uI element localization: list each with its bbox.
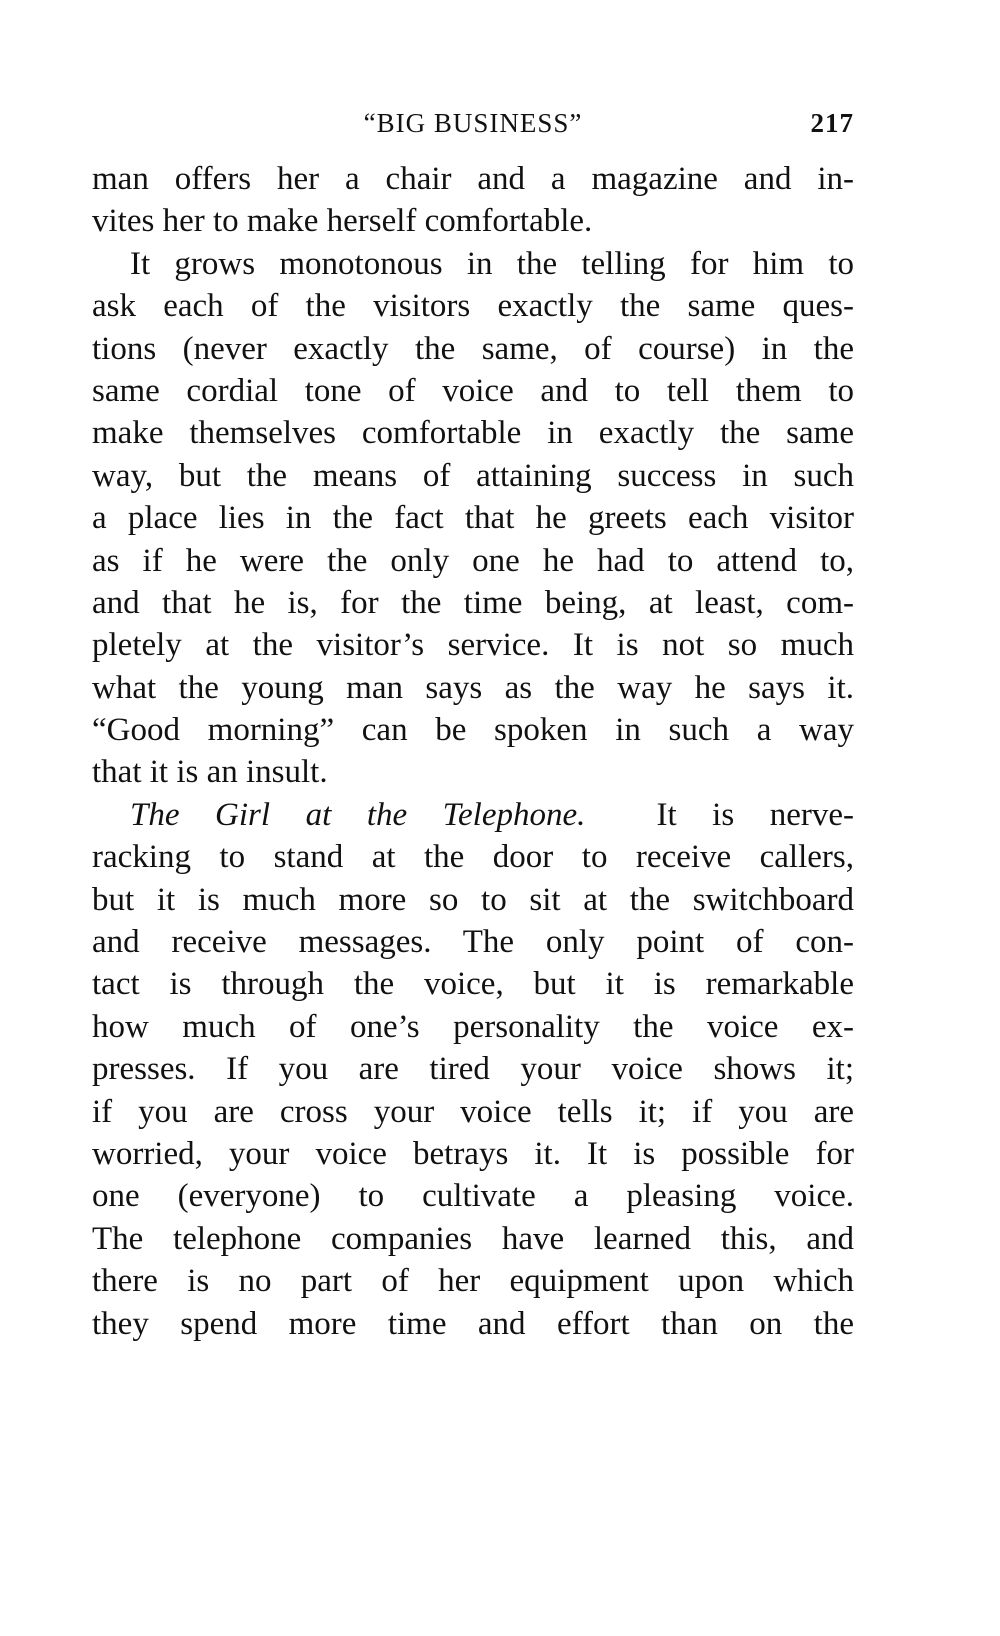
text-line: a place lies in the fact that he greets each visitor	[92, 500, 854, 537]
text-line: presses. If you are tired your voice shows it;	[92, 1051, 854, 1088]
text-line: same cordial tone of voice and to tell them to	[92, 372, 854, 409]
text-line: worried, your voice betrays it. It is possible for	[92, 1135, 854, 1172]
text-line: and that he is, for the time being, at least, com-	[92, 584, 854, 621]
text-line: and receive messages. The only point of con-	[92, 924, 854, 961]
text-line: that it is an insult.	[92, 754, 328, 791]
text-line: tact is through the voice, but it is remarkable	[92, 966, 854, 1003]
running-title: “BIG BUSINESS”	[363, 108, 583, 138]
text-line: they spend more time and effort than on the	[92, 1305, 854, 1342]
text-line: It grows monotonous in the telling for him to	[130, 245, 854, 282]
text-line: there is no part of her equipment upon which	[92, 1263, 854, 1300]
text-line: ask each of the visitors exactly the same ques-	[92, 288, 854, 325]
text-line: tions (never exactly the same, of course) in the	[92, 330, 854, 367]
text-line: “Good morning” can be spoken in such a way	[92, 712, 854, 749]
text-run: It is nerve-	[656, 796, 854, 833]
text-line: if you are cross your voice tells it; if you are	[92, 1093, 854, 1130]
page-number: 217	[810, 108, 854, 138]
text-line: as if he were the only one he had to attend to,	[92, 542, 854, 579]
text-line: man offers her a chair and a magazine and in-	[92, 161, 854, 197]
text-line: racking to stand at the door to receive callers,	[92, 839, 854, 876]
body-text	[92, 158, 854, 1345]
text-line: The telephone companies have learned this, and	[92, 1220, 854, 1257]
text-line: pletely at the visitor’s service. It is not so much	[92, 627, 854, 664]
text-line: make themselves comfortable in exactly the same	[92, 415, 854, 452]
text-line: what the young man says as the way he says it.	[92, 669, 854, 706]
text-line: vites her to make herself comfortable.	[92, 203, 593, 240]
text-line: one (everyone) to cultivate a pleasing voice.	[92, 1178, 854, 1215]
text-line: how much of one’s personality the voice ex-	[92, 1008, 854, 1045]
section-heading: The Girl at the Telephone.	[130, 796, 586, 833]
text-line: way, but the means of attaining success in such	[92, 457, 854, 494]
page-header	[92, 108, 854, 148]
section-heading-line	[92, 794, 854, 836]
text-line: but it is much more so to sit at the switchboard	[92, 881, 854, 918]
